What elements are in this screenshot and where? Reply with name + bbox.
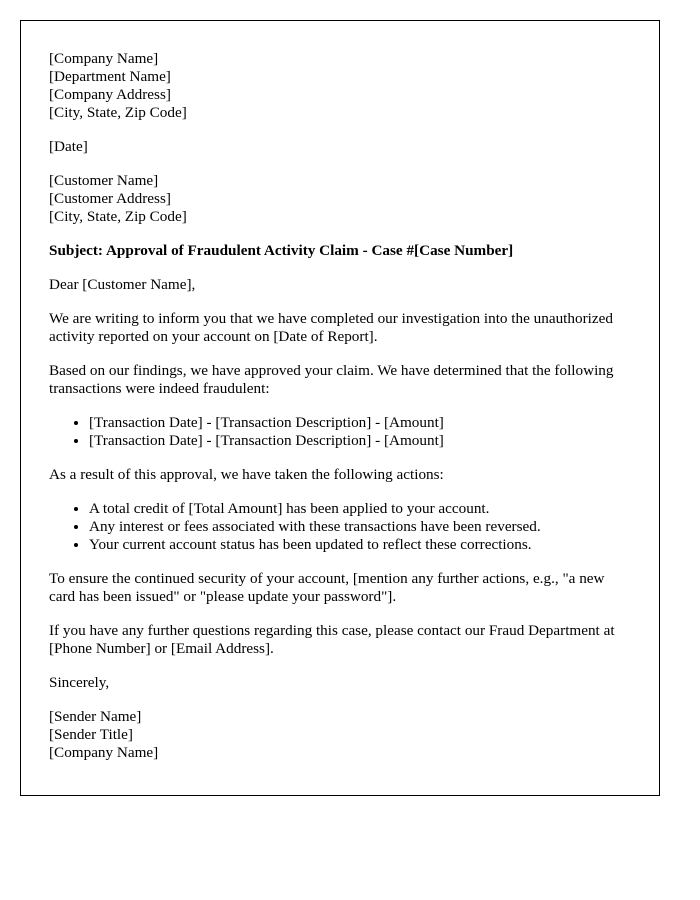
- salutation: Dear [Customer Name],: [49, 276, 196, 293]
- action-item: • Any interest or fees associated with these transactions have been reversed.: [89, 518, 631, 536]
- letter-document: [20, 20, 660, 796]
- sender-company-name: [Company Name]: [49, 50, 159, 67]
- signature-sender-name: [Sender Name]: [49, 708, 142, 725]
- sender-company-address: [Company Address]: [49, 86, 171, 103]
- closing: Sincerely,: [49, 674, 110, 691]
- transactions-list: [49, 414, 631, 450]
- sender-city-state-zip: [City, State, Zip Code]: [49, 104, 187, 121]
- sender-address-block: [49, 50, 631, 122]
- paragraph-security: To ensure the continued security of your account, [mention any further actions, e.g., "a new card has been issued" or "please update your password"].: [49, 570, 605, 605]
- action-item: • Your current account status has been updated to reflect these corrections.: [89, 536, 631, 554]
- paragraph-contact: If you have any further questions regarding this case, please contact our Fraud Department at [Phone Number] or [Email Address].: [49, 622, 615, 657]
- recipient-customer-address: [Customer Address]: [49, 190, 171, 207]
- paragraph-actions-intro: As a result of this approval, we have taken the following actions:: [49, 466, 444, 483]
- letter-date: [Date]: [49, 138, 88, 155]
- signature-block: [49, 708, 631, 762]
- transaction-item: • [Transaction Date] - [Transaction Description] - [Amount]: [89, 414, 631, 432]
- recipient-city-state-zip: [City, State, Zip Code]: [49, 208, 187, 225]
- recipient-address-block: [49, 172, 631, 226]
- paragraph-investigation: We are writing to inform you that we have completed our investigation into the unauthorized activity reported on your account on [Date of Report].: [49, 310, 613, 345]
- signature-sender-title: [Sender Title]: [49, 726, 133, 743]
- actions-list: [49, 500, 631, 554]
- sender-department-name: [Department Name]: [49, 68, 171, 85]
- action-item: • A total credit of [Total Amount] has been applied to your account.: [89, 500, 631, 518]
- paragraph-findings: Based on our findings, we have approved your claim. We have determined that the following transactions were indeed fraudulent:: [49, 362, 614, 397]
- signature-company-name: [Company Name]: [49, 744, 159, 761]
- subject-line: Subject: Approval of Fraudulent Activity Claim - Case #[Case Number]: [49, 242, 514, 259]
- transaction-item: • [Transaction Date] - [Transaction Description] - [Amount]: [89, 432, 631, 450]
- recipient-customer-name: [Customer Name]: [49, 172, 159, 189]
